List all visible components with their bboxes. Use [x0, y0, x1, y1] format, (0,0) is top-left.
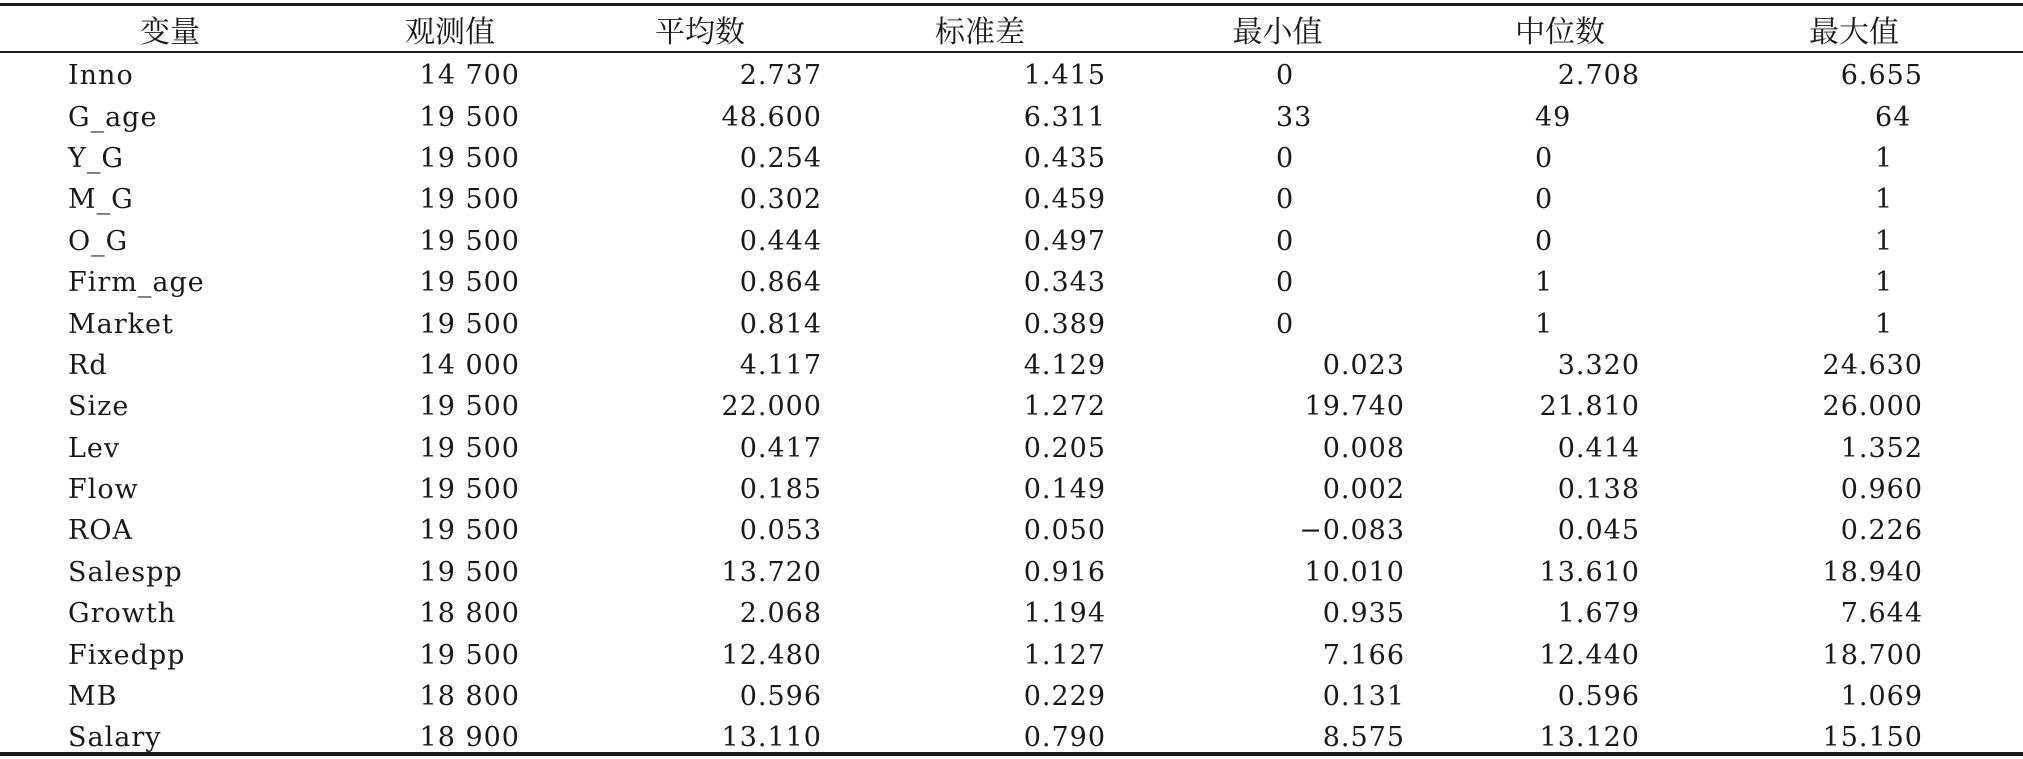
cell-median: 21.810 — [1539, 391, 1640, 423]
cell-observations: 19 500 — [419, 308, 520, 340]
cell-median: 49 — [1535, 101, 1572, 133]
table-row — [0, 138, 2023, 179]
cell-mean: 4.117 — [739, 349, 822, 381]
cell-mean: 2.737 — [739, 60, 822, 92]
cell-variable: Inno — [68, 60, 134, 92]
cell-mean: 13.110 — [721, 722, 822, 754]
cell-observations: 19 500 — [419, 142, 520, 174]
table-row — [0, 634, 2023, 675]
cell-min: 0 — [1276, 225, 1295, 257]
table-row — [0, 96, 2023, 137]
cell-std: 0.149 — [1023, 474, 1106, 506]
cell-std: 0.389 — [1023, 308, 1106, 340]
table-row — [0, 345, 2023, 386]
cell-min: 0 — [1276, 142, 1295, 174]
cell-variable: Size — [68, 391, 130, 423]
cell-variable: Salary — [68, 722, 162, 754]
header-observations: 观测值 — [405, 14, 495, 50]
cell-min: 19.740 — [1304, 391, 1405, 423]
cell-max: 24.630 — [1822, 349, 1923, 381]
cell-std: 0.435 — [1023, 142, 1106, 174]
table-row — [0, 386, 2023, 427]
cell-max: 18.700 — [1822, 639, 1923, 671]
cell-mean: 12.480 — [721, 639, 822, 671]
cell-variable: Fixedpp — [68, 639, 186, 671]
cell-variable: Y_G — [68, 142, 124, 174]
header-median: 中位数 — [1515, 14, 1605, 50]
cell-mean: 0.417 — [739, 432, 822, 464]
cell-std: 1.194 — [1023, 598, 1106, 630]
cell-min: 0 — [1276, 308, 1295, 340]
cell-max: 1 — [1875, 308, 1894, 340]
cell-max: 18.940 — [1822, 556, 1923, 588]
cell-variable: Lev — [68, 432, 121, 464]
table-row — [0, 262, 2023, 303]
cell-median: 0.596 — [1557, 681, 1640, 713]
cell-mean: 0.053 — [739, 515, 822, 547]
cell-median: 0.414 — [1557, 432, 1640, 464]
cell-min: 0.002 — [1322, 474, 1405, 506]
cell-min: 33 — [1276, 101, 1313, 133]
cell-std: 1.127 — [1023, 639, 1106, 671]
cell-min: 10.010 — [1304, 556, 1405, 588]
header-std: 标准差 — [935, 14, 1025, 50]
cell-max: 6.655 — [1840, 60, 1923, 92]
cell-mean: 2.068 — [739, 598, 822, 630]
cell-mean: 0.814 — [739, 308, 822, 340]
cell-std: 4.129 — [1023, 349, 1106, 381]
cell-median: 1 — [1535, 308, 1554, 340]
cell-median: 2.708 — [1557, 60, 1640, 92]
cell-variable: O_G — [68, 225, 129, 257]
cell-observations: 19 500 — [419, 432, 520, 464]
header-min: 最小值 — [1232, 14, 1323, 50]
cell-observations: 19 500 — [419, 184, 520, 216]
cell-max: 7.644 — [1840, 598, 1923, 630]
cell-max: 26.000 — [1822, 391, 1923, 423]
cell-mean: 0.302 — [739, 184, 822, 216]
cell-max: 1 — [1875, 225, 1894, 257]
cell-median: 12.440 — [1539, 639, 1640, 671]
cell-min: 8.575 — [1322, 722, 1405, 754]
cell-variable: Salespp — [68, 556, 183, 588]
cell-variable: Market — [68, 308, 174, 340]
table-row — [0, 469, 2023, 510]
cell-observations: 19 500 — [419, 101, 520, 133]
cell-observations: 19 500 — [419, 267, 520, 299]
cell-mean: 0.864 — [739, 267, 822, 299]
header-row — [0, 6, 2023, 51]
cell-median: 13.120 — [1539, 722, 1640, 754]
cell-median: 13.610 — [1539, 556, 1640, 588]
cell-median: 1 — [1535, 267, 1554, 299]
table-row — [0, 51, 2023, 96]
table-row — [0, 717, 2023, 758]
cell-std: 1.272 — [1023, 391, 1106, 423]
table-row — [0, 179, 2023, 220]
cell-min: 0 — [1276, 267, 1295, 299]
table-row — [0, 428, 2023, 469]
cell-median: 0.045 — [1557, 515, 1640, 547]
cell-max: 64 — [1875, 101, 1912, 133]
cell-variable: ROA — [68, 515, 133, 547]
cell-max: 1.069 — [1840, 681, 1923, 713]
cell-mean: 0.185 — [739, 474, 822, 506]
cell-std: 0.916 — [1023, 556, 1106, 588]
cell-observations: 19 500 — [419, 515, 520, 547]
cell-observations: 18 800 — [419, 681, 520, 713]
cell-min: 0.131 — [1322, 681, 1405, 713]
cell-observations: 14 000 — [419, 349, 520, 381]
cell-median: 0 — [1535, 184, 1554, 216]
header-mean: 平均数 — [655, 14, 745, 50]
cell-variable: Rd — [68, 349, 108, 381]
cell-mean: 48.600 — [721, 101, 822, 133]
table-row — [0, 593, 2023, 634]
cell-std: 6.311 — [1023, 101, 1106, 133]
cell-max: 15.150 — [1822, 722, 1923, 754]
stats-table — [0, 6, 2023, 759]
cell-std: 0.790 — [1023, 722, 1106, 754]
cell-max: 1.352 — [1840, 432, 1923, 464]
cell-std: 0.205 — [1023, 432, 1106, 464]
cell-mean: 0.254 — [739, 142, 822, 174]
table-row — [0, 221, 2023, 262]
header-variable: 变量 — [140, 14, 200, 50]
cell-mean: 13.720 — [721, 556, 822, 588]
table-row — [0, 552, 2023, 593]
cell-min: 0.023 — [1322, 349, 1405, 381]
cell-median: 0 — [1535, 142, 1554, 174]
cell-min: −0.083 — [1299, 515, 1405, 547]
cell-min: 0 — [1276, 60, 1295, 92]
cell-std: 0.229 — [1023, 681, 1106, 713]
cell-std: 1.415 — [1023, 60, 1106, 92]
cell-min: 7.166 — [1322, 639, 1405, 671]
table-row — [0, 676, 2023, 717]
cell-median: 3.320 — [1557, 349, 1640, 381]
cell-std: 0.459 — [1023, 184, 1106, 216]
cell-variable: Firm_age — [68, 267, 205, 299]
cell-std: 0.343 — [1023, 267, 1106, 299]
cell-mean: 0.596 — [739, 681, 822, 713]
cell-variable: Flow — [68, 474, 139, 506]
cell-max: 1 — [1875, 142, 1894, 174]
cell-mean: 0.444 — [739, 225, 822, 257]
cell-std: 0.050 — [1023, 515, 1106, 547]
cell-max: 0.226 — [1840, 515, 1923, 547]
cell-observations: 19 500 — [419, 639, 520, 671]
cell-observations: 19 500 — [419, 474, 520, 506]
header-max: 最大值 — [1809, 14, 1899, 50]
table-row — [0, 303, 2023, 344]
cell-max: 0.960 — [1840, 474, 1923, 506]
cell-observations: 18 900 — [419, 722, 520, 754]
cell-observations: 19 500 — [419, 225, 520, 257]
cell-observations: 19 500 — [419, 556, 520, 588]
table-row — [0, 510, 2023, 551]
cell-variable: M_G — [68, 184, 134, 216]
cell-max: 1 — [1875, 184, 1894, 216]
cell-mean: 22.000 — [721, 391, 822, 423]
cell-min: 0.935 — [1322, 598, 1405, 630]
cell-variable: MB — [68, 681, 118, 713]
cell-median: 0.138 — [1557, 474, 1640, 506]
cell-variable: G_age — [68, 101, 158, 133]
cell-observations: 19 500 — [419, 391, 520, 423]
cell-min: 0.008 — [1322, 432, 1405, 464]
cell-observations: 14 700 — [419, 60, 520, 92]
cell-median: 0 — [1535, 225, 1554, 257]
cell-std: 0.497 — [1023, 225, 1106, 257]
cell-min: 0 — [1276, 184, 1295, 216]
cell-observations: 18 800 — [419, 598, 520, 630]
cell-max: 1 — [1875, 267, 1894, 299]
cell-median: 1.679 — [1557, 598, 1640, 630]
cell-variable: Growth — [68, 598, 177, 630]
